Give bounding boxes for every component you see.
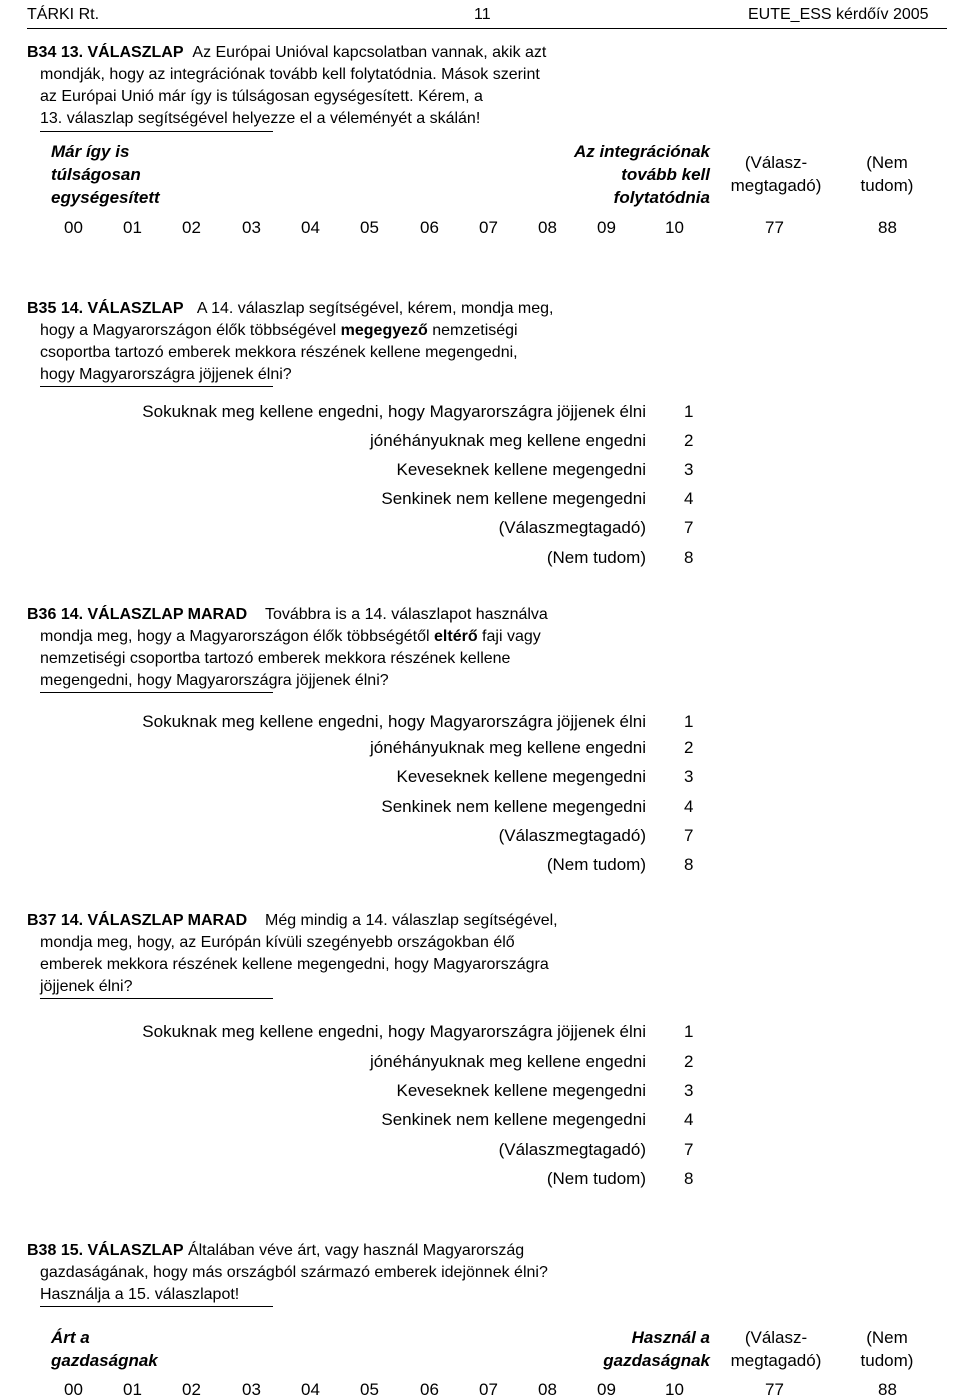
- b36-option-4: Senkinek nem kellene megengedni: [381, 797, 646, 816]
- question-b38-line2: gazdaságának, hogy más országból származó emberek idejönnek élni?: [40, 1264, 548, 1281]
- question-b38-line3: Használja a 15. válaszlapot!: [40, 1286, 240, 1303]
- question-b34-line4: 13. válaszlap segítségével helyezze el a véleményét a skálán!: [40, 110, 481, 127]
- question-id: B37: [27, 912, 57, 929]
- card-label: 14. VÁLASZLAP MARAD: [60, 606, 248, 623]
- scale-right-anchor: [556, 140, 710, 209]
- b37-code-4: 4: [684, 1110, 694, 1129]
- b37-option-2: jónéhányuknak meg kellene engedni: [370, 1052, 646, 1071]
- question-id: B36: [27, 606, 57, 623]
- code-refused: 77: [765, 1380, 784, 1399]
- question-b37-line2: mondja meg, hogy, az Európán kívüli szegényebb országokban élő: [40, 934, 515, 951]
- b37-code-2: 2: [684, 1052, 694, 1071]
- scale-02: 02: [182, 1380, 201, 1399]
- scale-10: 10: [665, 218, 684, 237]
- b36-code-1: 1: [684, 712, 694, 731]
- b37-option-8: (Nem tudom): [546, 1169, 646, 1188]
- scale-05: 05: [360, 218, 379, 237]
- anchor-line: folytatódnia: [613, 188, 710, 207]
- question-id: B35: [27, 300, 57, 317]
- b36-option-3: Keveseknek kellene megengedni: [396, 767, 646, 786]
- card-label: 14. VÁLASZLAP: [60, 300, 184, 317]
- scale-03: 03: [242, 218, 261, 237]
- scale-09: 09: [597, 218, 616, 237]
- scale-05: 05: [360, 1380, 379, 1399]
- dont-know-line: (Nem: [866, 1328, 908, 1347]
- b35-option-1: Sokuknak meg kellene engedni, hogy Magyarországra jöjjenek élni: [142, 402, 646, 421]
- refused-line: (Válasz-: [744, 153, 808, 172]
- scale-02: 02: [182, 218, 201, 237]
- scale-00: 00: [64, 1380, 83, 1399]
- anchor-line: Árt a: [51, 1328, 90, 1347]
- anchor-line: Az integrációnak: [573, 142, 710, 161]
- b37-code-1: 1: [684, 1022, 694, 1041]
- header-left: TÁRKI Rt.: [27, 6, 100, 23]
- b36-code-7: 7: [684, 826, 694, 845]
- b36-code-4: 4: [684, 797, 694, 816]
- question-text: mondja meg, hogy a Magyarországon élők többségétől: [40, 628, 435, 645]
- question-underline: [40, 998, 273, 999]
- b37-code-3: 3: [684, 1081, 694, 1100]
- b36-option-7: (Válaszmegtagadó): [498, 826, 646, 845]
- question-text: A 14. válaszlap segítségével, kérem, mondja meg,: [196, 300, 554, 317]
- card-label: 14. VÁLASZLAP MARAD: [60, 912, 248, 929]
- question-b36-line4: megengedni, hogy Magyarországra jöjjenek élni?: [40, 672, 389, 689]
- b37-option-3: Keveseknek kellene megengedni: [396, 1081, 646, 1100]
- question-text: Általában véve árt, vagy használ Magyarország: [187, 1242, 525, 1259]
- refused-line: megtagadó): [730, 1351, 822, 1370]
- dont-know-label: [850, 1326, 924, 1372]
- b35-option-4: Senkinek nem kellene megengedni: [381, 489, 646, 508]
- b37-option-7: (Válaszmegtagadó): [498, 1140, 646, 1159]
- page-number: 11: [474, 6, 491, 23]
- question-underline: [40, 1306, 273, 1307]
- b36-code-2: 2: [684, 738, 694, 757]
- b36-option-2: jónéhányuknak meg kellene engedni: [370, 738, 646, 757]
- scale-06: 06: [420, 218, 439, 237]
- scale-09: 09: [597, 1380, 616, 1399]
- scale-07: 07: [479, 1380, 498, 1399]
- scale-00: 00: [64, 218, 83, 237]
- anchor-line: egységesített: [51, 188, 160, 207]
- refused-line: (Válasz-: [744, 1328, 808, 1347]
- scale-01: 01: [123, 218, 142, 237]
- b36-option-8: (Nem tudom): [546, 855, 646, 874]
- scale-08: 08: [538, 1380, 557, 1399]
- question-text: faji vagy: [477, 628, 541, 645]
- dont-know-line: tudom): [860, 176, 914, 195]
- code-dont-know: 88: [878, 1380, 897, 1399]
- b35-code-1: 1: [684, 402, 694, 421]
- refused-line: megtagadó): [730, 176, 822, 195]
- scale-01: 01: [123, 1380, 142, 1399]
- question-b38-line1: [27, 1240, 524, 1262]
- question-b35-line2: [40, 320, 518, 342]
- question-b34-line3: az Európai Unió már így is túlságosan egységesített. Kérem, a: [40, 88, 483, 105]
- b36-code-3: 3: [684, 767, 694, 786]
- question-b34-line1: [27, 42, 546, 64]
- b37-option-1: Sokuknak meg kellene engedni, hogy Magyarországra jöjjenek élni: [142, 1022, 646, 1041]
- scale-left-anchor: [51, 140, 160, 209]
- question-text: Továbbra is a 14. válaszlapot használva: [264, 606, 548, 623]
- b36-code-8: 8: [684, 855, 694, 874]
- question-underline: [40, 131, 273, 132]
- question-text: hogy a Magyarországon élők többségével: [40, 322, 341, 339]
- question-id: B38: [27, 1242, 57, 1259]
- card-label: 13. VÁLASZLAP: [60, 44, 184, 61]
- b35-code-2: 2: [684, 431, 694, 450]
- b37-code-7: 7: [684, 1140, 694, 1159]
- scale-10: 10: [665, 1380, 684, 1399]
- emphasis: eltérő: [434, 628, 478, 645]
- scale-07: 07: [479, 218, 498, 237]
- b37-option-4: Senkinek nem kellene megengedni: [381, 1110, 646, 1129]
- scale-08: 08: [538, 218, 557, 237]
- question-b34-line2: mondják, hogy az integrációnak tovább kell folytatódnia. Mások szerint: [40, 66, 540, 83]
- question-b37-line1: [27, 910, 558, 932]
- emphasis: megegyező: [340, 322, 428, 339]
- header-right: EUTE_ESS kérdőív 2005: [748, 6, 929, 23]
- anchor-line: túlságosan: [51, 165, 141, 184]
- question-b36-line1: [27, 604, 548, 626]
- scale-left-anchor: [51, 1326, 158, 1372]
- question-text: Az Európai Unióval kapcsolatban vannak, akik azt: [192, 44, 547, 61]
- question-underline: [40, 692, 273, 693]
- scale-04: 04: [301, 1380, 320, 1399]
- header-divider: [27, 28, 947, 29]
- question-b37-line4: jöjjenek élni?: [40, 978, 133, 995]
- code-refused: 77: [765, 218, 784, 237]
- anchor-line: Használ a: [631, 1328, 710, 1347]
- card-label: 15. VÁLASZLAP: [60, 1242, 184, 1259]
- b35-option-7: (Válaszmegtagadó): [498, 518, 646, 537]
- question-b36-line3: nemzetiségi csoportba tartozó emberek mekkora részének kellene: [40, 650, 511, 667]
- scale-03: 03: [242, 1380, 261, 1399]
- b35-code-4: 4: [684, 489, 694, 508]
- question-b35-line3: csoportba tartozó emberek mekkora részének kellene megengedni,: [40, 344, 518, 361]
- b35-option-2: jónéhányuknak meg kellene engedni: [370, 431, 646, 450]
- anchor-line: Már így is: [51, 142, 130, 161]
- scale-04: 04: [301, 218, 320, 237]
- dont-know-line: (Nem: [866, 153, 908, 172]
- dont-know-line: tudom): [860, 1351, 914, 1370]
- question-b35-line4: hogy Magyarországra jöjjenek élni?: [40, 366, 292, 383]
- scale-06: 06: [420, 1380, 439, 1399]
- question-id: B34: [27, 44, 57, 61]
- scale-right-anchor: [556, 1326, 710, 1372]
- question-underline: [40, 386, 273, 387]
- question-b36-line2: [40, 626, 541, 648]
- b35-code-3: 3: [684, 460, 694, 479]
- refused-label: [722, 151, 830, 197]
- b35-code-8: 8: [684, 548, 694, 567]
- b37-code-8: 8: [684, 1169, 694, 1188]
- refused-label: [722, 1326, 830, 1372]
- question-text: Még mindig a 14. válaszlap segítségével,: [264, 912, 558, 929]
- b35-option-3: Keveseknek kellene megengedni: [396, 460, 646, 479]
- anchor-line: gazdaságnak: [51, 1351, 158, 1370]
- anchor-line: tovább kell: [621, 165, 710, 184]
- b35-option-8: (Nem tudom): [546, 548, 646, 567]
- dont-know-label: [850, 151, 924, 197]
- b35-code-7: 7: [684, 518, 694, 537]
- question-text: nemzetiségi: [427, 322, 518, 339]
- b36-option-1: Sokuknak meg kellene engedni, hogy Magyarországra jöjjenek élni: [142, 712, 646, 731]
- question-b37-line3: emberek mekkora részének kellene megengedni, hogy Magyarországra: [40, 956, 549, 973]
- code-dont-know: 88: [878, 218, 897, 237]
- question-b35-line1: [27, 298, 553, 320]
- anchor-line: gazdaságnak: [603, 1351, 710, 1370]
